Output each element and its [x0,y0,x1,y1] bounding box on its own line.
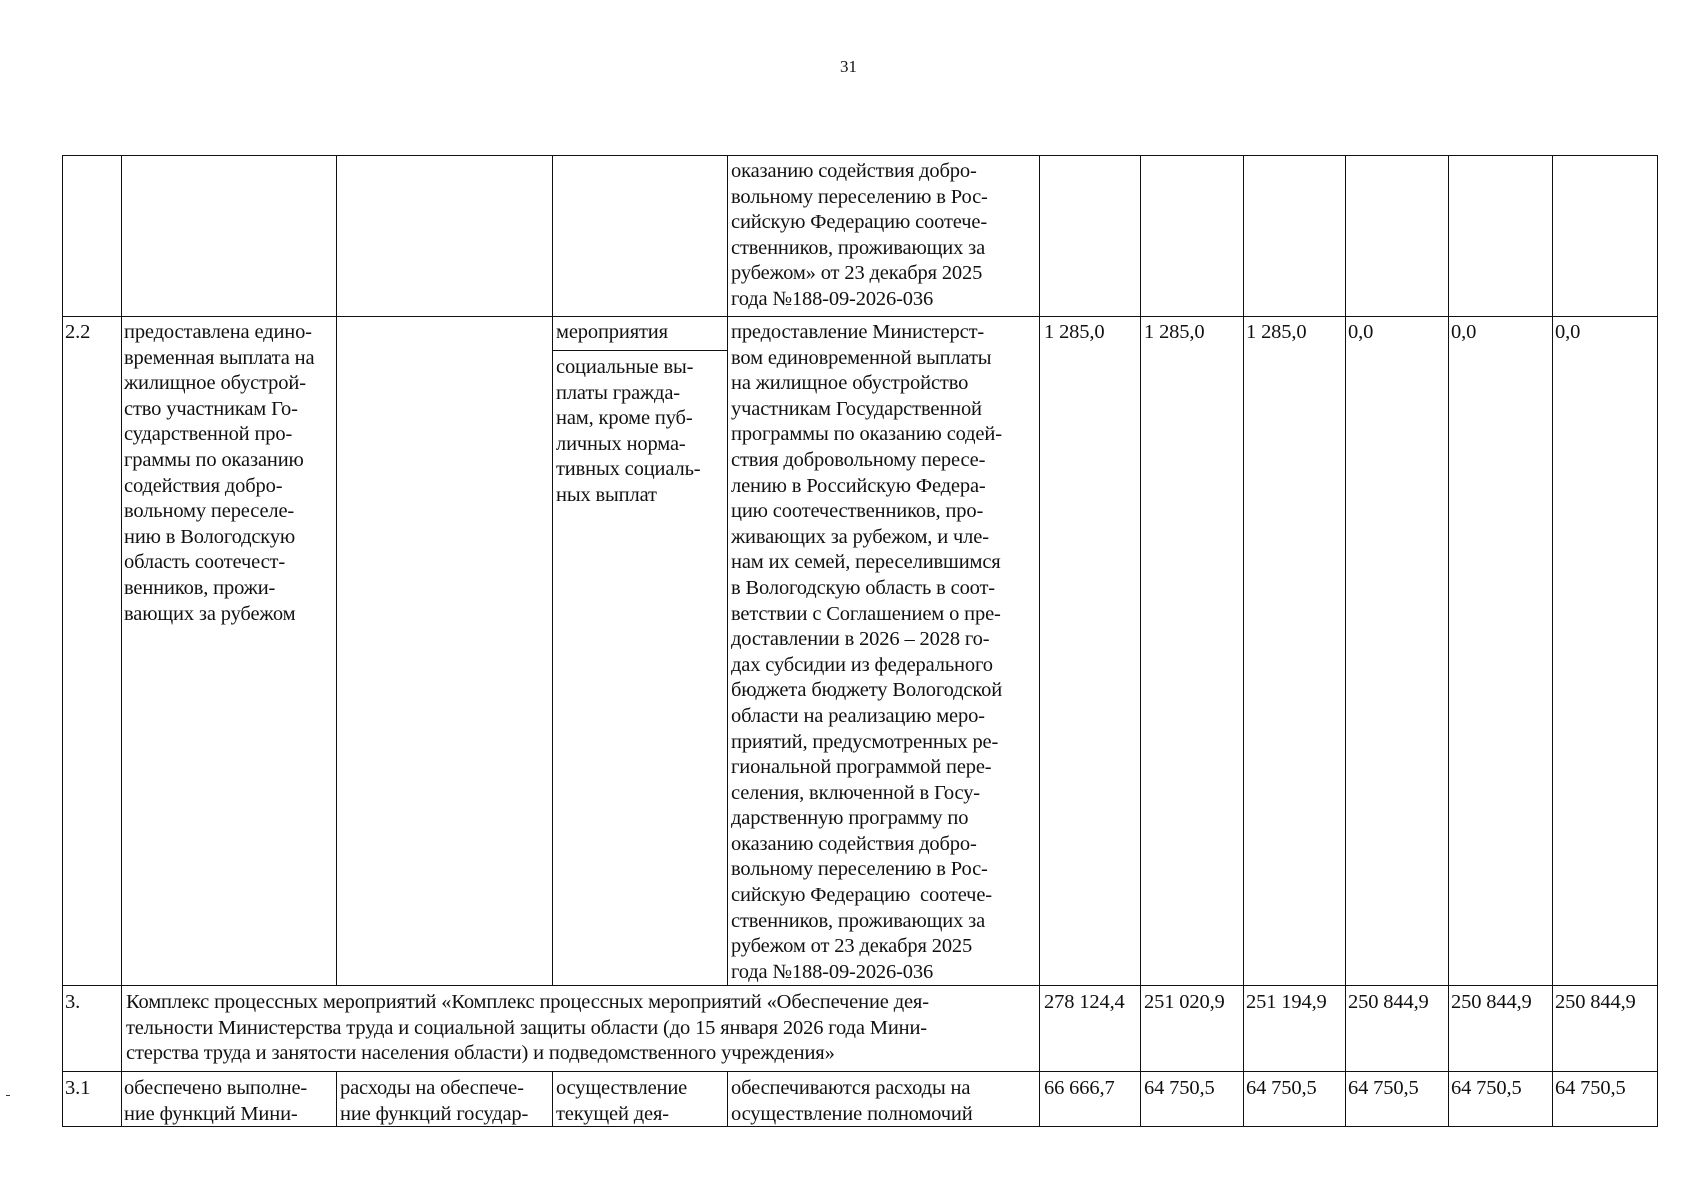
column-divider [727,1071,728,1126]
activity-type-detail: социальные вы- платы гражда- нам, кроме пуб- личных норма- тивных социаль- ных выплат [556,356,701,506]
value-cell: 250 844,9 [1555,991,1636,1013]
result-text-continuation: оказанию содействия добро- вольному переселению в Рос- сийскую Федерацию соотече- ственников, проживающих за рубежом» от 23 декабря 2025 года №188-09-2026-036 [731,160,988,310]
row-divider [62,1071,1658,1072]
value-cell: 64 750,5 [1348,1077,1419,1099]
result-name: предоставлена едино- временная выплата на жилищное обустрой- ство участникам Го- сударственной про- граммы по оказанию содействия добро- вольному переселе- нию в Вологодскую область соотечест- венников, прожи- вающих за рубежом [124,321,315,625]
value-cell: 0,0 [1555,321,1581,343]
value-cell: 0,0 [1348,321,1374,343]
cell-divider [552,350,727,351]
value-cell: 64 750,5 [1144,1077,1215,1099]
value-cell: 250 844,9 [1348,991,1429,1013]
column-divider [1140,155,1141,1126]
value-cell: 278 124,4 [1044,991,1125,1013]
value-cell: 64 750,5 [1246,1077,1317,1099]
page-number: 31 [840,57,857,76]
value-cell: 251 194,9 [1246,991,1327,1013]
value-cell: 251 020,9 [1144,991,1225,1013]
value-cell: 1 285,0 [1044,321,1105,343]
row-divider [62,316,1658,317]
value-cell: 0,0 [1451,321,1477,343]
column-divider [121,155,122,1126]
row-number: 2.2 [65,321,91,343]
result-description: обеспечиваются расходы на осуществление полномочий [731,1077,973,1125]
result-description: предоставление Министерст- вом единовременной выплаты на жилищное обустройство участникам Государственной программы по оказанию содей- ствия добровольному пересе- лению в Российскую Федера- цию соотечественников, про- живающих за рубежом, и чле- нам их семей, переселившимся в Вологодскую область в соот- ветствии с Соглашением о пре- доставлении в 2026 – 2028 го- дах субсидии из федерального бюджета бюджету Вологодской области на реализацию меро- приятий, предусмотренных ре- гиональной программой пере- селения, включенной в Госу- дарственную программу по оказанию содействия добро- вольному переселению в Рос- сийскую Федерацию соотече- ственников, проживающих за рубежом от 23 декабря 2025 года №188-09-2026-036 [731,321,1003,983]
table-right-border [1657,155,1658,1126]
column-divider [1039,155,1040,1126]
row-number: 3. [65,991,81,1013]
column-divider [336,155,337,985]
margin-mark [6,1095,10,1096]
table-top-border [62,155,1658,156]
column-divider [1552,155,1553,1126]
expense-name: расходы на обеспече- ние функций государ- [340,1077,529,1125]
process-complex-title: Комплекс процессных мероприятий «Комплекс процессных мероприятий «Обеспечение дея- тельности Министерства труда и социальной защиты области (до 15 января 2026 года Мини- стерства труда и занятости населения области) и подведомственного учреждения» [126,991,929,1065]
value-cell: 64 750,5 [1555,1077,1626,1099]
column-divider [1345,155,1346,1126]
activity-type: осуществление текущей дея- [556,1077,688,1125]
value-cell: 1 285,0 [1144,321,1205,343]
table-left-border [62,155,63,1126]
value-cell: 250 844,9 [1451,991,1532,1013]
result-name: обеспечено выполне- ние функций Мини- [124,1077,308,1125]
column-divider [727,155,728,985]
value-cell: 1 285,0 [1246,321,1307,343]
column-divider [552,1071,553,1126]
column-divider [552,155,553,985]
column-divider [1448,155,1449,1126]
column-divider [1243,155,1244,1126]
value-cell: 66 666,7 [1044,1077,1115,1099]
activity-type-label: мероприятия [556,321,668,343]
row-number: 3.1 [65,1077,91,1099]
column-divider [336,1071,337,1126]
value-cell: 64 750,5 [1451,1077,1522,1099]
